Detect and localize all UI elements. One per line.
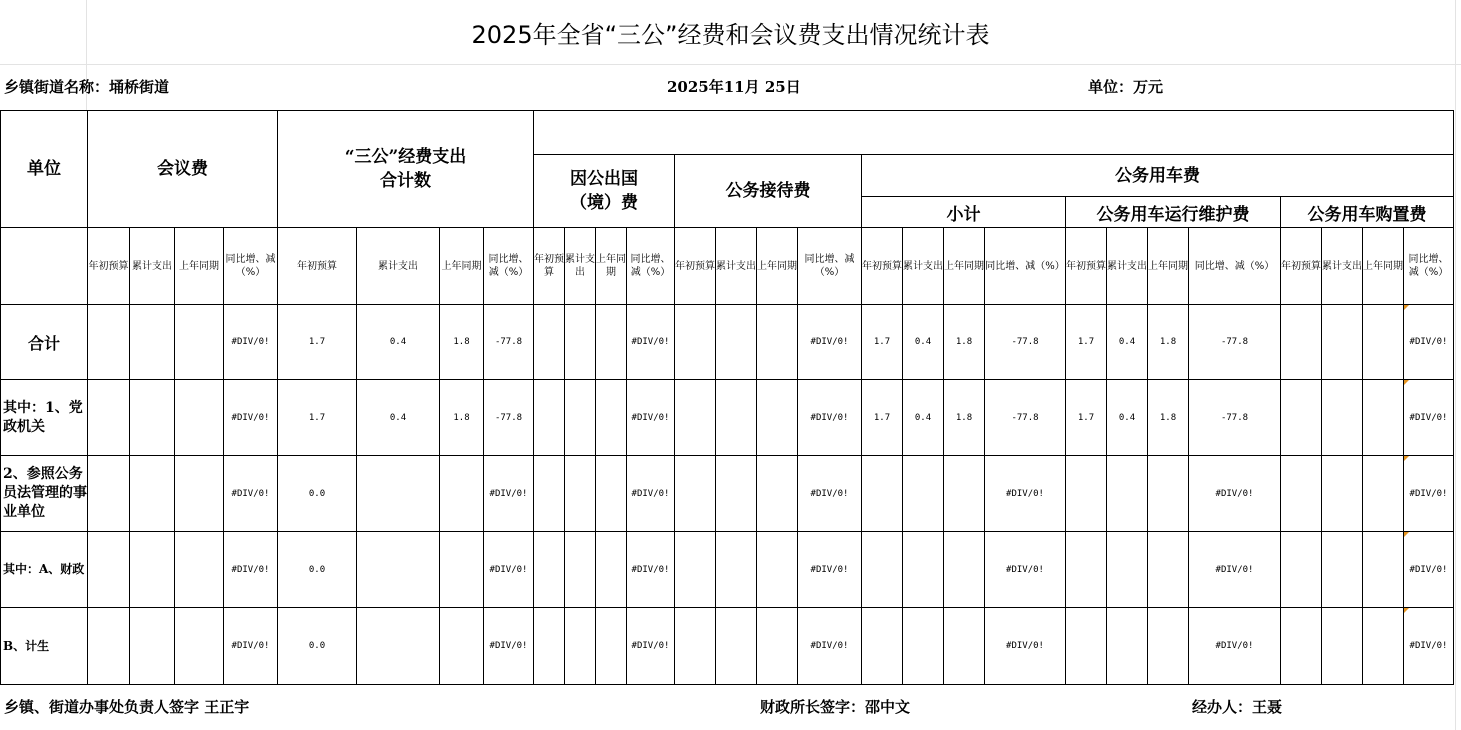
town-head-signature: 乡镇、街道办事处负责人签字 王正宇: [4, 698, 250, 716]
table-cell: [1281, 380, 1322, 456]
table-cell: [1322, 608, 1363, 685]
table-cell: [1148, 608, 1189, 685]
table-cell: [944, 456, 985, 532]
table-cell: [716, 608, 757, 685]
table-cell: [565, 456, 596, 532]
table-cell: [175, 305, 224, 380]
table-row: [1, 380, 1454, 456]
meeting-fee-header: 会议费: [88, 111, 278, 228]
table-cell: [1107, 608, 1148, 685]
sub-header-yoy: 同比增、减（%）: [798, 228, 862, 305]
table-row: [1, 532, 1454, 608]
table-cell: [862, 456, 903, 532]
table-cell: #DIV/0!: [985, 456, 1066, 532]
table-cell: [88, 305, 130, 380]
table-cell: #DIV/0!: [798, 380, 862, 456]
handler-signature: 经办人：王聂: [1192, 698, 1283, 716]
table-cell: [175, 380, 224, 456]
table-cell: [175, 456, 224, 532]
table-cell: #DIV/0!: [224, 532, 278, 608]
table-cell: [675, 456, 716, 532]
table-cell: #DIV/0!: [224, 456, 278, 532]
sub-header-budget: 年初预算: [1066, 228, 1107, 305]
row-label: 其中：1、党政机关: [1, 380, 88, 456]
table-cell: -77.8: [484, 380, 534, 456]
table-cell: [862, 532, 903, 608]
sub-header-last-year: 上年同期: [440, 228, 484, 305]
table-cell: [88, 608, 130, 685]
finance-head-signature: 财政所长签字：邵中文: [760, 698, 911, 716]
sub-header-last-year: 上年同期: [757, 228, 798, 305]
table-cell: #DIV/0!: [1404, 532, 1454, 608]
table-cell: [534, 456, 565, 532]
table-cell: #DIV/0!: [798, 456, 862, 532]
unit-label: 单位：万元: [1088, 78, 1164, 96]
row-label: 2、参照公务员法管理的事业单位: [1, 456, 88, 532]
table-cell: [130, 380, 175, 456]
table-cell: [440, 608, 484, 685]
table-cell: 1.7: [1066, 305, 1107, 380]
table-cell: 1.7: [278, 305, 357, 380]
table-cell: [1281, 456, 1322, 532]
table-row: [1, 305, 1454, 380]
table-cell: #DIV/0!: [224, 305, 278, 380]
sub-header-budget: 年初预算: [675, 228, 716, 305]
table-cell: [534, 532, 565, 608]
table-cell: [175, 532, 224, 608]
table-cell: #DIV/0!: [985, 532, 1066, 608]
table-cell: -77.8: [1189, 305, 1281, 380]
sub-header-last-year: 上年同期: [944, 228, 985, 305]
table-cell: [88, 380, 130, 456]
table-cell: #DIV/0!: [627, 380, 675, 456]
table-cell: #DIV/0!: [224, 608, 278, 685]
table-cell: 1.8: [1148, 305, 1189, 380]
table-cell: [596, 532, 627, 608]
table-cell: #DIV/0!: [627, 608, 675, 685]
table-cell: [1281, 305, 1322, 380]
page-title: 2025年全省“三公”经费和会议费支出情况统计表: [471, 20, 990, 49]
statistics-table: [0, 110, 1454, 685]
sub-header-yoy: 同比增、减（%）: [627, 228, 675, 305]
table-cell: [675, 305, 716, 380]
table-cell: [130, 532, 175, 608]
table-cell: 0.0: [278, 608, 357, 685]
table-cell: [716, 380, 757, 456]
table-cell: [944, 608, 985, 685]
table-cell: -77.8: [985, 305, 1066, 380]
table-cell: [903, 456, 944, 532]
table-cell: [903, 608, 944, 685]
table-cell: [1107, 456, 1148, 532]
sub-header-cumulative: 累计支出: [1107, 228, 1148, 305]
sub-header-cumulative: 累计支出: [716, 228, 757, 305]
table-cell: #DIV/0!: [484, 532, 534, 608]
sub-header-yoy: 同比增、减（%）: [1404, 228, 1454, 305]
table-cell: 0.4: [903, 380, 944, 456]
table-cell: -77.8: [484, 305, 534, 380]
table-cell: -77.8: [1189, 380, 1281, 456]
table-cell: [757, 456, 798, 532]
table-cell: [1363, 608, 1404, 685]
sub-header-cumulative: 累计支出: [565, 228, 596, 305]
table-cell: [1363, 380, 1404, 456]
sub-header-budget: 年初预算: [88, 228, 130, 305]
table-cell: #DIV/0!: [224, 380, 278, 456]
row-label: 其中：A、财政: [1, 532, 88, 608]
table-cell: [88, 532, 130, 608]
sub-header-budget: 年初预算: [534, 228, 565, 305]
vehicle-purchase-header: 公务用车购置费: [1281, 197, 1454, 228]
table-cell: [357, 608, 440, 685]
table-cell: [1148, 456, 1189, 532]
table-cell: 0.4: [903, 305, 944, 380]
table-cell: 0.4: [357, 305, 440, 380]
sub-header-yoy: 同比增、减（%）: [1189, 228, 1281, 305]
sub-header-yoy: 同比增、减（%）: [224, 228, 278, 305]
row-label: 合计: [1, 305, 88, 380]
table-cell: [596, 305, 627, 380]
table-cell: 0.4: [357, 380, 440, 456]
table-cell: [1363, 532, 1404, 608]
table-cell: 0.4: [1107, 380, 1148, 456]
table-cell: 1.8: [944, 380, 985, 456]
table-cell: [1281, 532, 1322, 608]
sub-header-last-year: 上年同期: [1363, 228, 1404, 305]
table-cell: [757, 608, 798, 685]
table-cell: [1322, 456, 1363, 532]
table-cell: 1.7: [278, 380, 357, 456]
table-cell: [675, 532, 716, 608]
table-cell: [1322, 305, 1363, 380]
table-cell: [130, 456, 175, 532]
table-cell: [716, 305, 757, 380]
table-cell: 1.7: [862, 380, 903, 456]
table-cell: -77.8: [985, 380, 1066, 456]
sub-header-yoy: 同比增、减（%）: [484, 228, 534, 305]
table-cell: [357, 532, 440, 608]
table-cell: [565, 608, 596, 685]
table-cell: 1.8: [440, 305, 484, 380]
table-cell: #DIV/0!: [1404, 380, 1454, 456]
sub-header-cumulative: 累计支出: [903, 228, 944, 305]
table-cell: [175, 608, 224, 685]
sub-header-row: [1, 228, 1454, 305]
subtotal-header: 小计: [862, 197, 1066, 228]
sub-header-cumulative: 累计支出: [130, 228, 175, 305]
header-spacer: [534, 111, 1454, 155]
table-cell: [1281, 608, 1322, 685]
table-cell: [1322, 380, 1363, 456]
sub-header-last-year: 上年同期: [1148, 228, 1189, 305]
row-label: B、计生: [1, 608, 88, 685]
table-cell: [675, 608, 716, 685]
table-cell: #DIV/0!: [1404, 305, 1454, 380]
table-cell: [440, 456, 484, 532]
table-cell: [675, 380, 716, 456]
table-cell: #DIV/0!: [627, 305, 675, 380]
table-cell: [596, 456, 627, 532]
table-cell: [1322, 532, 1363, 608]
table-row: [1, 456, 1454, 532]
table-cell: 1.7: [1066, 380, 1107, 456]
table-cell: #DIV/0!: [1404, 608, 1454, 685]
table-cell: #DIV/0!: [1404, 456, 1454, 532]
sangong-total-header: “三公”经费支出合计数: [278, 111, 534, 228]
table-cell: [565, 532, 596, 608]
table-cell: 1.8: [440, 380, 484, 456]
sub-header-budget: 年初预算: [1281, 228, 1322, 305]
table-cell: [716, 532, 757, 608]
unit-column-header-blank: [1, 228, 88, 305]
table-cell: #DIV/0!: [798, 305, 862, 380]
table-cell: [130, 305, 175, 380]
table-cell: [596, 608, 627, 685]
table-cell: [1363, 305, 1404, 380]
table-row: [1, 608, 1454, 685]
district-name: 乡镇街道名称：埇桥街道: [4, 78, 170, 96]
table-cell: [1066, 608, 1107, 685]
table-cell: [534, 608, 565, 685]
table-cell: #DIV/0!: [798, 532, 862, 608]
table-cell: [357, 456, 440, 532]
table-cell: #DIV/0!: [798, 608, 862, 685]
table-cell: #DIV/0!: [627, 532, 675, 608]
table-cell: [757, 380, 798, 456]
table-cell: [1066, 532, 1107, 608]
table-cell: [716, 456, 757, 532]
table-cell: 0.0: [278, 532, 357, 608]
table-cell: [1363, 456, 1404, 532]
sub-header-cumulative: 累计支出: [357, 228, 440, 305]
table-cell: 1.8: [1148, 380, 1189, 456]
vehicle-maintenance-header: 公务用车运行维护费: [1066, 197, 1281, 228]
table-cell: #DIV/0!: [627, 456, 675, 532]
table-cell: [534, 305, 565, 380]
table-cell: #DIV/0!: [1189, 608, 1281, 685]
table-cell: [88, 456, 130, 532]
table-cell: #DIV/0!: [484, 456, 534, 532]
sub-header-cumulative: 累计支出: [1322, 228, 1363, 305]
table-cell: [130, 608, 175, 685]
table-cell: [534, 380, 565, 456]
vehicle-fee-header: 公务用车费: [862, 155, 1454, 197]
sub-header-yoy: 同比增、减（%）: [985, 228, 1066, 305]
table-cell: #DIV/0!: [985, 608, 1066, 685]
table-cell: [862, 608, 903, 685]
table-cell: [596, 380, 627, 456]
table-cell: 1.8: [944, 305, 985, 380]
table-cell: #DIV/0!: [1189, 456, 1281, 532]
sub-header-budget: 年初预算: [278, 228, 357, 305]
unit-column-header: 单位: [1, 111, 88, 228]
table-cell: #DIV/0!: [484, 608, 534, 685]
table-cell: [440, 532, 484, 608]
sheet-gridline: [1455, 0, 1456, 730]
table-cell: #DIV/0!: [1189, 532, 1281, 608]
abroad-fee-header: 因公出国（境）费: [534, 155, 675, 228]
table-cell: 0.0: [278, 456, 357, 532]
sub-header-last-year: 上年同期: [596, 228, 627, 305]
table-cell: [1066, 456, 1107, 532]
table-cell: 1.7: [862, 305, 903, 380]
reception-fee-header: 公务接待费: [675, 155, 862, 228]
sub-header-budget: 年初预算: [862, 228, 903, 305]
sub-header-last-year: 上年同期: [175, 228, 224, 305]
table-cell: [757, 305, 798, 380]
table-cell: [757, 532, 798, 608]
table-cell: [1148, 532, 1189, 608]
table-cell: 0.4: [1107, 305, 1148, 380]
table-cell: [944, 532, 985, 608]
table-cell: [565, 305, 596, 380]
report-date: 2025年11月 25日: [667, 78, 801, 96]
table-cell: [565, 380, 596, 456]
table-cell: [1107, 532, 1148, 608]
table-cell: [903, 532, 944, 608]
